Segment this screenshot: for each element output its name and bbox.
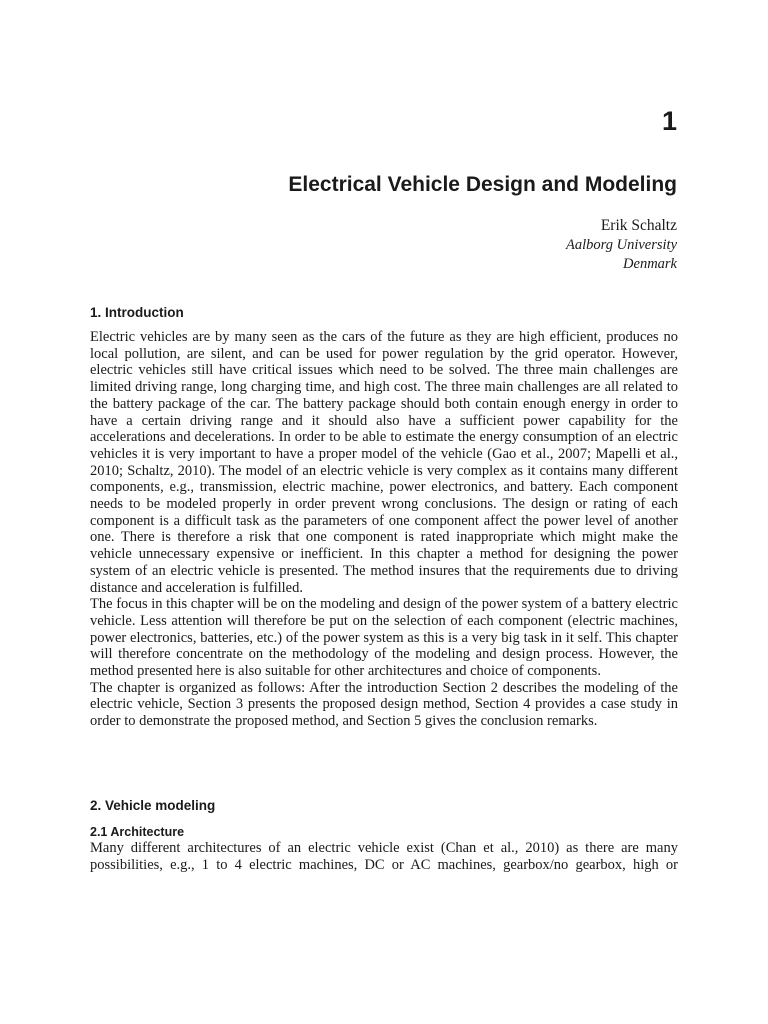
section-heading-introduction: 1. Introduction (90, 305, 184, 320)
architecture-body (90, 840, 678, 873)
introduction-paragraph: The focus in this chapter will be on the modeling and design of the power system of a battery electric vehicle. Less attention will therefore be put on the selection of each component (electric machines, power electronics, batteries, etc.) of the power system as this is a very big task in it self. This chapter will therefore concentrate on the methodology of the modeling and design process. However, the method presented here is also suitable for other architectures and choice of components. (90, 596, 678, 680)
author-country: Denmark (623, 256, 677, 272)
author-name: Erik Schaltz (600, 217, 677, 234)
introduction-paragraph: Electric vehicles are by many seen as the cars of the future as they are high efficient, produces no local pollution, are silent, and can be used for power regulation by the grid operator. However, electric vehicles still have critical issues which need to be solved. The three main challenges are limited driving range, long charging time, and high cost. The three main challenges are all related to the battery package of the car. The battery package should both contain enough energy in order to have a certain driving range and it should also have a sufficient power capability for the accelerations and decelerations. In order to be able to estimate the energy consumption of an electric vehicles it is very important to have a proper model of the vehicle (Gao et al., 2007; Mapelli et al., 2010; Schaltz, 2010). The model of an electric vehicle is very complex as it contains many different components, e.g., transmission, electric machine, power electronics, and battery. Each component needs to be modeled properly in order prevent wrong conclusions. The design or rating of each component is a difficult task as the parameters of one component affect the power level of another one. There is therefore a risk that one component is rated inappropriate which might make the vehicle unnecessary expensive or inefficient. In this chapter a method for designing the power system of an electric vehicle is presented. The method insures that the requirements due to driving distance and acceleration is fulfilled. (90, 329, 678, 596)
subsection-heading-architecture: 2.1 Architecture (90, 825, 185, 839)
author-block (566, 216, 677, 274)
introduction-paragraph: The chapter is organized as follows: After the introduction Section 2 describes the modeling of the electric vehicle, Section 3 presents the proposed design method, Section 4 provides a case study in order to demonstrate the proposed method, and Section 5 gives the conclusion remarks. (90, 679, 678, 730)
section-heading-vehicle-modeling: 2. Vehicle modeling (90, 798, 216, 813)
architecture-paragraph: Many different architectures of an electric vehicle exist (Chan et al., 2010) as there are many possibilities, e.g., 1 to 4 electric machines, DC or AC machines, gearbox/no gearbox, high or (90, 840, 678, 873)
author-affiliation: Aalborg University (565, 237, 677, 253)
introduction-body (90, 329, 678, 730)
chapter-number: 1 (661, 106, 677, 136)
chapter-title: Electrical Vehicle Design and Modeling (288, 173, 677, 196)
